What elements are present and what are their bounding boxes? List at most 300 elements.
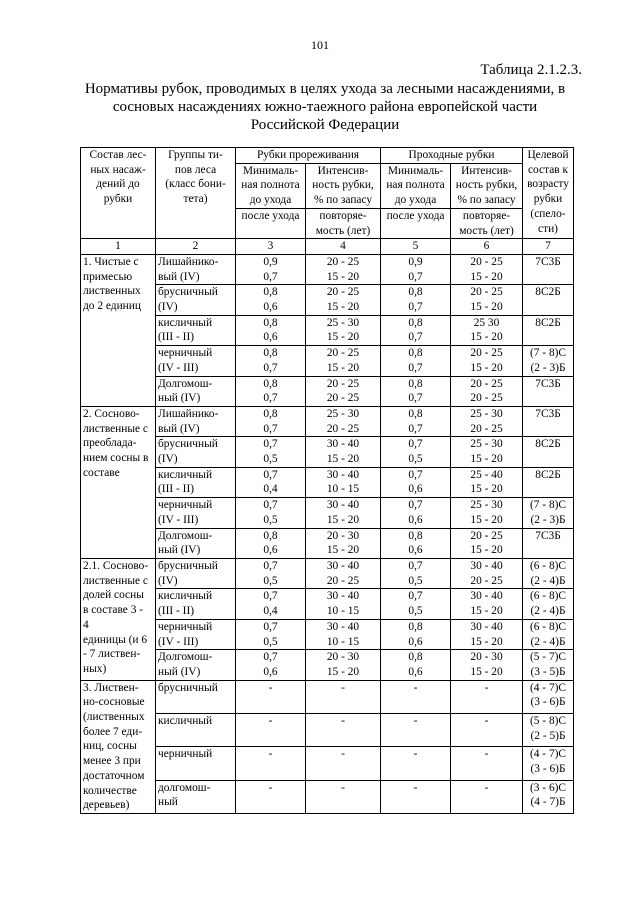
target-composition-cell	[523, 498, 574, 528]
composition-cell-line: более 7 еди-	[83, 725, 143, 738]
header-forest-group: Группы ти- пов леса (класс бони- тета)	[156, 148, 236, 239]
forest-type-cell	[156, 467, 236, 497]
target-composition-cell-line: (2 - 3)Б	[530, 361, 566, 374]
thinning-min-density-cell-line: 0,5	[263, 574, 278, 587]
target-composition-cell	[523, 558, 574, 588]
target-composition-cell-line: (6 - 8)С	[529, 559, 567, 572]
thinning-min-density-cell-line: 0,8	[263, 347, 278, 360]
thinning-min-density-cell-line: 0,7	[263, 620, 278, 633]
target-composition-cell	[523, 619, 574, 649]
passage-intensity-cell-line: -	[484, 781, 489, 794]
column-number: 3	[236, 239, 306, 255]
target-composition-cell	[523, 713, 574, 746]
column-number: 1	[81, 239, 156, 255]
thinning-min-density-cell-line: 0,7	[263, 422, 278, 435]
target-composition-cell-line: (4 - 7)Б	[530, 796, 566, 809]
forest-type-cell-line: кисличный	[158, 316, 213, 329]
composition-cell-line: - 7 листвен-	[83, 648, 141, 661]
thinning-min-density-cell	[236, 780, 306, 813]
title-line: Нормативы рубок, проводимых в целях ухода за лесными насаждениями, в	[84, 81, 566, 97]
target-composition-cell	[523, 680, 574, 713]
forest-type-cell	[156, 498, 236, 528]
passage-min-density-cell-line: 0,6	[408, 544, 423, 557]
target-composition-cell-line: (2 - 4)Б	[530, 574, 566, 587]
target-composition-cell-line: (2 - 4)Б	[530, 635, 566, 648]
composition-cell-line: 1. Чистые с	[83, 255, 139, 268]
passage-intensity-cell-line: 15 - 20	[470, 544, 503, 557]
thinning-intensity-cell-line: 15 - 20	[326, 331, 360, 344]
thinning-intensity-cell-line: 20 - 25	[326, 392, 360, 405]
forest-type-cell-line: черничный	[158, 347, 213, 360]
thinning-intensity-cell-line: 25 - 30	[326, 407, 360, 420]
passage-intensity-cell-line: 25 - 30	[470, 407, 503, 420]
thinning-min-density-cell-line: 0,8	[263, 529, 278, 542]
forest-type-cell-line: (IV - III)	[158, 361, 199, 374]
forest-type-cell-line: кисличный	[158, 714, 213, 727]
passage-min-density-cell	[381, 780, 451, 813]
forest-type-cell	[156, 376, 236, 406]
norms-table	[80, 147, 574, 814]
passage-intensity-cell	[451, 254, 523, 284]
thinning-intensity-cell-line: 15 - 20	[326, 361, 360, 374]
target-composition-cell-line: 8С2Б	[535, 468, 561, 481]
passage-min-density-cell	[381, 713, 451, 746]
thinning-min-density-cell	[236, 558, 306, 588]
forest-type-cell-line: черничный	[158, 748, 213, 761]
thinning-min-density-cell-line: 0,7	[263, 392, 278, 405]
passage-min-density-cell-line: 0,9	[408, 255, 423, 268]
passage-min-density-cell-line: 0,8	[408, 377, 423, 390]
composition-cell-line: количестве	[83, 784, 137, 797]
composition-cell	[81, 680, 156, 813]
composition-cell-line: но-сосновые	[83, 696, 145, 709]
passage-intensity-cell-line: 25 - 30	[470, 438, 503, 451]
target-composition-cell-line: 7С3Б	[535, 529, 561, 542]
target-composition-cell-line: (4 - 7)С	[529, 748, 567, 761]
passage-min-density-cell-line: 0,6	[408, 635, 423, 648]
passage-min-density-cell	[381, 467, 451, 497]
thinning-min-density-cell-line: -	[268, 781, 273, 794]
passage-min-density-cell-line: 0,7	[408, 361, 423, 374]
passage-intensity-cell-line: 20 - 25	[470, 422, 503, 435]
passage-intensity-cell-line: 20 - 30	[470, 651, 503, 664]
passage-min-density-cell-line: 0,6	[408, 483, 423, 496]
passage-intensity-cell-line: 20 - 25	[470, 392, 503, 405]
thinning-min-density-cell	[236, 528, 306, 558]
passage-min-density-cell	[381, 254, 451, 284]
thinning-min-density-cell-line: 0,6	[263, 301, 278, 314]
thinning-intensity-cell-line: -	[341, 681, 345, 694]
composition-cell-line: долей сосны	[83, 589, 144, 602]
forest-type-cell	[156, 346, 236, 376]
passage-min-density-cell-line: 0,7	[408, 331, 423, 344]
thinning-intensity-cell-line: 30 - 40	[326, 590, 360, 603]
passage-intensity-cell-line: 15 - 20	[470, 361, 503, 374]
thinning-intensity-cell-line: 20 - 30	[326, 651, 360, 664]
thinning-intensity-cell	[306, 498, 381, 528]
thinning-min-density-cell-line: -	[268, 714, 273, 727]
passage-min-density-cell	[381, 528, 451, 558]
composition-cell-line: в составе 3 -	[83, 604, 144, 617]
thinning-min-density-cell-line: 0,8	[263, 407, 278, 420]
thinning-min-density-cell-line: 0,7	[263, 499, 278, 512]
thinning-min-density-cell-line: 0,4	[263, 483, 278, 496]
passage-intensity-cell	[451, 498, 523, 528]
passage-min-density-cell-line: 0,8	[408, 651, 423, 664]
forest-type-cell	[156, 619, 236, 649]
passage-intensity-cell-line: 20 - 25	[470, 529, 503, 542]
column-number: 4	[306, 239, 381, 255]
target-composition-cell-line: 8С2Б	[535, 286, 561, 299]
thinning-min-density-cell-line: 0,6	[263, 665, 278, 678]
target-composition-cell-line: 8С2Б	[535, 438, 561, 451]
target-composition-cell-line: (3 - 6)С	[529, 781, 567, 794]
passage-intensity-cell-line: 15 - 20	[470, 635, 503, 648]
composition-cell	[81, 254, 156, 406]
thinning-min-density-cell-line: 0,5	[263, 453, 278, 466]
passage-intensity-cell-line: 20 - 25	[470, 286, 503, 299]
target-composition-cell	[523, 589, 574, 619]
passage-min-density-cell-line: 0,7	[408, 422, 423, 435]
target-composition-cell	[523, 285, 574, 315]
composition-cell-line: до 2 единиц	[83, 300, 141, 313]
passage-min-density-cell-line: 0,7	[408, 301, 423, 314]
header-thin-intensity: Интенсив- ность рубки, % по запасу повторяе- мость (лет)	[306, 163, 381, 239]
thinning-intensity-cell	[306, 285, 381, 315]
table-label: Таблица 2.1.2.3.	[480, 62, 582, 78]
composition-cell-line: лиственные с	[83, 574, 148, 587]
composition-cell-line: лиственных	[83, 285, 141, 298]
forest-type-cell	[156, 680, 236, 713]
passage-intensity-cell-line: 15 - 20	[470, 453, 503, 466]
target-composition-cell-line: 7С3Б	[535, 377, 561, 390]
thinning-intensity-cell-line: -	[341, 781, 345, 794]
forest-type-cell-line: долгомош-	[158, 781, 211, 794]
thinning-min-density-cell	[236, 406, 306, 436]
passage-intensity-cell	[451, 346, 523, 376]
composition-cell-line: 3. Листвен-	[83, 681, 139, 694]
forest-type-cell-line: (IV)	[158, 301, 178, 314]
thinning-intensity-cell	[306, 346, 381, 376]
thinning-intensity-cell	[306, 315, 381, 345]
passage-intensity-cell	[451, 713, 523, 746]
passage-intensity-cell	[451, 376, 523, 406]
composition-cell-line: ниц, сосны	[83, 740, 137, 753]
thinning-min-density-cell	[236, 346, 306, 376]
thinning-min-density-cell-line: 0,4	[263, 605, 278, 618]
passage-min-density-cell-line: 0,7	[408, 468, 423, 481]
passage-intensity-cell-line: 25 30	[473, 316, 500, 329]
passage-intensity-cell-line: -	[484, 681, 489, 694]
target-composition-cell-line: 7С3Б	[535, 255, 561, 268]
forest-type-cell-line: брусничный	[158, 438, 218, 451]
forest-type-cell	[156, 406, 236, 436]
thinning-intensity-cell	[306, 650, 381, 680]
thinning-intensity-cell	[306, 747, 381, 780]
passage-min-density-cell-line: 0,8	[408, 407, 423, 420]
thinning-min-density-cell-line: 0,5	[263, 635, 278, 648]
thinning-min-density-cell	[236, 498, 306, 528]
column-number: 7	[523, 239, 574, 255]
title-line: сосновых насаждениях южно-таежного района европейской части	[112, 99, 538, 115]
thinning-intensity-cell	[306, 406, 381, 436]
header-passage: Проходные рубки	[381, 148, 523, 164]
thinning-min-density-cell-line: 0,7	[263, 468, 278, 481]
passage-min-density-cell-line: -	[413, 781, 418, 794]
passage-intensity-cell-line: -	[484, 714, 489, 727]
passage-min-density-cell-line: 0,7	[408, 590, 423, 603]
column-number: 2	[156, 239, 236, 255]
forest-type-cell-line: Долгомош-	[158, 529, 213, 542]
target-composition-cell	[523, 747, 574, 780]
passage-min-density-cell	[381, 437, 451, 467]
target-composition-cell-line: (5 - 8)С	[529, 714, 567, 727]
target-composition-cell-line: 8С2Б	[535, 316, 561, 329]
target-composition-cell-line: (7 - 8)С	[529, 347, 567, 360]
thinning-intensity-cell	[306, 713, 381, 746]
forest-type-cell-line: (IV)	[158, 453, 178, 466]
thinning-intensity-cell-line: -	[341, 748, 345, 761]
passage-intensity-cell-line: 20 - 25	[470, 574, 503, 587]
thinning-intensity-cell-line: 30 - 40	[326, 620, 360, 633]
forest-type-cell-line: ный (IV)	[158, 544, 201, 557]
passage-min-density-cell-line: 0,5	[408, 453, 423, 466]
passage-intensity-cell-line: 30 - 40	[470, 559, 503, 572]
target-composition-cell-line: (4 - 7)С	[529, 681, 567, 694]
composition-cell-line: составе	[83, 466, 120, 479]
thinning-intensity-cell-line: 15 - 20	[326, 453, 360, 466]
thinning-intensity-cell-line: 10 - 15	[326, 605, 360, 618]
thinning-min-density-cell	[236, 747, 306, 780]
thinning-min-density-cell-line: 0,6	[263, 331, 278, 344]
passage-intensity-cell-line: 20 - 25	[470, 347, 503, 360]
forest-type-cell-line: Долгомош-	[158, 377, 213, 390]
forest-type-cell	[156, 589, 236, 619]
composition-cell	[81, 406, 156, 558]
passage-min-density-cell	[381, 315, 451, 345]
thinning-intensity-cell-line: 10 - 15	[326, 483, 360, 496]
passage-intensity-cell	[451, 406, 523, 436]
thinning-intensity-cell-line: 15 - 20	[326, 544, 360, 557]
passage-min-density-cell	[381, 346, 451, 376]
passage-intensity-cell-line: 20 - 25	[470, 377, 503, 390]
thinning-min-density-cell	[236, 680, 306, 713]
thinning-intensity-cell-line: 15 - 20	[326, 513, 360, 526]
composition-cell-line: лиственные с	[83, 422, 148, 435]
forest-type-cell-line: вый (IV)	[158, 422, 200, 435]
passage-intensity-cell-line: -	[484, 748, 489, 761]
passage-min-density-cell	[381, 498, 451, 528]
passage-min-density-cell-line: 0,6	[408, 665, 423, 678]
thinning-intensity-cell	[306, 528, 381, 558]
target-composition-cell	[523, 376, 574, 406]
forest-type-cell-line: вый (IV)	[158, 270, 200, 283]
forest-type-cell-line: ный (IV)	[158, 392, 201, 405]
forest-type-cell-line: черничный	[158, 620, 213, 633]
thinning-intensity-cell-line: 30 - 40	[326, 438, 360, 451]
column-number: 5	[381, 239, 451, 255]
passage-intensity-cell-line: 15 - 20	[470, 665, 503, 678]
passage-intensity-cell-line: 15 - 20	[470, 270, 503, 283]
thinning-intensity-cell-line: 20 - 25	[326, 377, 360, 390]
composition-cell-line: 4	[83, 618, 89, 631]
thinning-intensity-cell-line: 30 - 40	[326, 559, 360, 572]
thinning-min-density-cell	[236, 315, 306, 345]
composition-cell-line: 2.1. Сосново-	[83, 559, 149, 572]
thinning-min-density-cell	[236, 713, 306, 746]
passage-min-density-cell-line: -	[413, 748, 418, 761]
composition-cell	[81, 558, 156, 680]
forest-type-cell-line: брусничный	[158, 681, 218, 694]
target-composition-cell	[523, 437, 574, 467]
forest-type-cell-line: Лишайнико-	[158, 255, 219, 268]
composition-cell-line: преоблада-	[83, 437, 137, 450]
passage-min-density-cell	[381, 558, 451, 588]
forest-type-cell-line: брусничный	[158, 559, 218, 572]
table-row	[81, 558, 574, 588]
forest-type-cell	[156, 713, 236, 746]
forest-type-cell	[156, 528, 236, 558]
passage-intensity-cell-line: 25 - 30	[470, 499, 503, 512]
forest-type-cell-line: кисличный	[158, 590, 213, 603]
passage-min-density-cell	[381, 285, 451, 315]
passage-intensity-cell	[451, 437, 523, 467]
passage-min-density-cell-line: 0,8	[408, 620, 423, 633]
target-composition-cell-line: (5 - 7)С	[529, 651, 567, 664]
header-target: Целевой состав к возрасту рубки (спело- сти)	[523, 148, 574, 239]
target-composition-cell	[523, 467, 574, 497]
forest-type-cell-line: (IV - III)	[158, 513, 199, 526]
thinning-min-density-cell-line: 0,9	[263, 255, 278, 268]
thinning-intensity-cell-line: 20 - 25	[326, 574, 360, 587]
passage-min-density-cell-line: 0,7	[408, 392, 423, 405]
passage-intensity-cell-line: 15 - 20	[470, 483, 503, 496]
target-composition-cell	[523, 528, 574, 558]
forest-type-cell-line: черничный	[158, 499, 213, 512]
passage-intensity-cell	[451, 619, 523, 649]
forest-type-cell	[156, 747, 236, 780]
header-composition: Состав лес- ных насаж- дений до рубки	[81, 148, 156, 239]
target-composition-cell-line: (2 - 4)Б	[530, 605, 566, 618]
target-composition-cell-line: (3 - 6)Б	[530, 696, 566, 709]
composition-cell-line: примесью	[83, 270, 133, 283]
table-row	[81, 406, 574, 436]
column-number: 6	[451, 239, 523, 255]
passage-min-density-cell-line: 0,8	[408, 529, 423, 542]
thinning-min-density-cell-line: 0,8	[263, 286, 278, 299]
forest-type-cell-line: (III - II)	[158, 331, 195, 344]
passage-min-density-cell-line: 0,7	[408, 559, 423, 572]
title-line: Российской Федерации	[250, 117, 400, 133]
target-composition-cell	[523, 650, 574, 680]
target-composition-cell	[523, 254, 574, 284]
thinning-intensity-cell-line: 20 - 25	[326, 255, 360, 268]
target-composition-cell-line: 7С3Б	[535, 407, 561, 420]
passage-intensity-cell	[451, 315, 523, 345]
passage-min-density-cell	[381, 747, 451, 780]
passage-intensity-cell	[451, 528, 523, 558]
thinning-min-density-cell	[236, 285, 306, 315]
forest-type-cell	[156, 437, 236, 467]
target-composition-cell-line: (6 - 8)С	[529, 620, 567, 633]
forest-type-cell-line: (III - II)	[158, 605, 195, 618]
thinning-intensity-cell-line: 15 - 20	[326, 270, 360, 283]
thinning-min-density-cell-line: 0,7	[263, 361, 278, 374]
thinning-intensity-cell-line: 20 - 25	[326, 422, 360, 435]
thinning-intensity-cell	[306, 619, 381, 649]
passage-intensity-cell	[451, 680, 523, 713]
passage-min-density-cell	[381, 680, 451, 713]
thinning-min-density-cell-line: -	[268, 681, 273, 694]
passage-intensity-cell-line: 30 - 40	[470, 620, 503, 633]
passage-intensity-cell-line: 15 - 20	[470, 605, 503, 618]
table-row	[81, 254, 574, 284]
passage-min-density-cell	[381, 619, 451, 649]
passage-min-density-cell	[381, 376, 451, 406]
thinning-intensity-cell-line: 25 - 30	[326, 316, 360, 329]
thinning-min-density-cell-line: 0,7	[263, 438, 278, 451]
thinning-intensity-cell	[306, 680, 381, 713]
passage-intensity-cell-line: 15 - 20	[470, 301, 503, 314]
composition-cell-line: ных)	[83, 662, 107, 675]
table-title	[70, 80, 580, 134]
target-composition-cell-line: (7 - 8)С	[529, 499, 567, 512]
target-composition-cell-line: (6 - 8)С	[529, 590, 567, 603]
thinning-min-density-cell	[236, 467, 306, 497]
thinning-intensity-cell	[306, 254, 381, 284]
thinning-min-density-cell-line: 0,7	[263, 559, 278, 572]
header-thin-min-density: Минималь- ная полнота до ухода после ухода	[236, 163, 306, 239]
thinning-intensity-cell	[306, 780, 381, 813]
forest-type-cell-line: брусничный	[158, 286, 218, 299]
passage-min-density-cell-line: 0,5	[408, 605, 423, 618]
passage-intensity-cell	[451, 780, 523, 813]
thinning-intensity-cell-line: 20 - 25	[326, 347, 360, 360]
thinning-intensity-cell-line: 30 - 40	[326, 499, 360, 512]
forest-type-cell-line: ный (IV)	[158, 665, 201, 678]
composition-cell-line: (лиственных	[83, 711, 145, 724]
passage-intensity-cell	[451, 589, 523, 619]
thinning-intensity-cell-line: 20 - 25	[326, 286, 360, 299]
thinning-intensity-cell	[306, 376, 381, 406]
passage-intensity-cell	[451, 558, 523, 588]
passage-intensity-cell-line: 25 - 40	[470, 468, 503, 481]
thinning-intensity-cell-line: 30 - 40	[326, 468, 360, 481]
forest-type-cell	[156, 285, 236, 315]
target-composition-cell	[523, 315, 574, 345]
passage-min-density-cell-line: 0,7	[408, 499, 423, 512]
composition-cell-line: деревьев)	[83, 799, 130, 812]
column-number-row	[81, 239, 574, 255]
forest-type-cell	[156, 315, 236, 345]
thinning-min-density-cell	[236, 254, 306, 284]
passage-intensity-cell	[451, 747, 523, 780]
forest-type-cell	[156, 650, 236, 680]
composition-cell-line: 2. Сосново-	[83, 407, 140, 420]
forest-type-cell-line: ный	[158, 796, 178, 809]
target-composition-cell-line: (3 - 5)Б	[530, 665, 566, 678]
thinning-min-density-cell-line: 0,7	[263, 270, 278, 283]
passage-min-density-cell-line: 0,6	[408, 513, 423, 526]
composition-cell-line: достаточном	[83, 769, 145, 782]
passage-intensity-cell	[451, 467, 523, 497]
composition-cell-line: единицы (и 6	[83, 633, 148, 646]
target-composition-cell	[523, 346, 574, 376]
target-composition-cell	[523, 406, 574, 436]
forest-type-cell-line: (IV)	[158, 574, 178, 587]
thinning-min-density-cell-line: 0,8	[263, 316, 278, 329]
forest-type-cell-line: Долгомош-	[158, 651, 213, 664]
